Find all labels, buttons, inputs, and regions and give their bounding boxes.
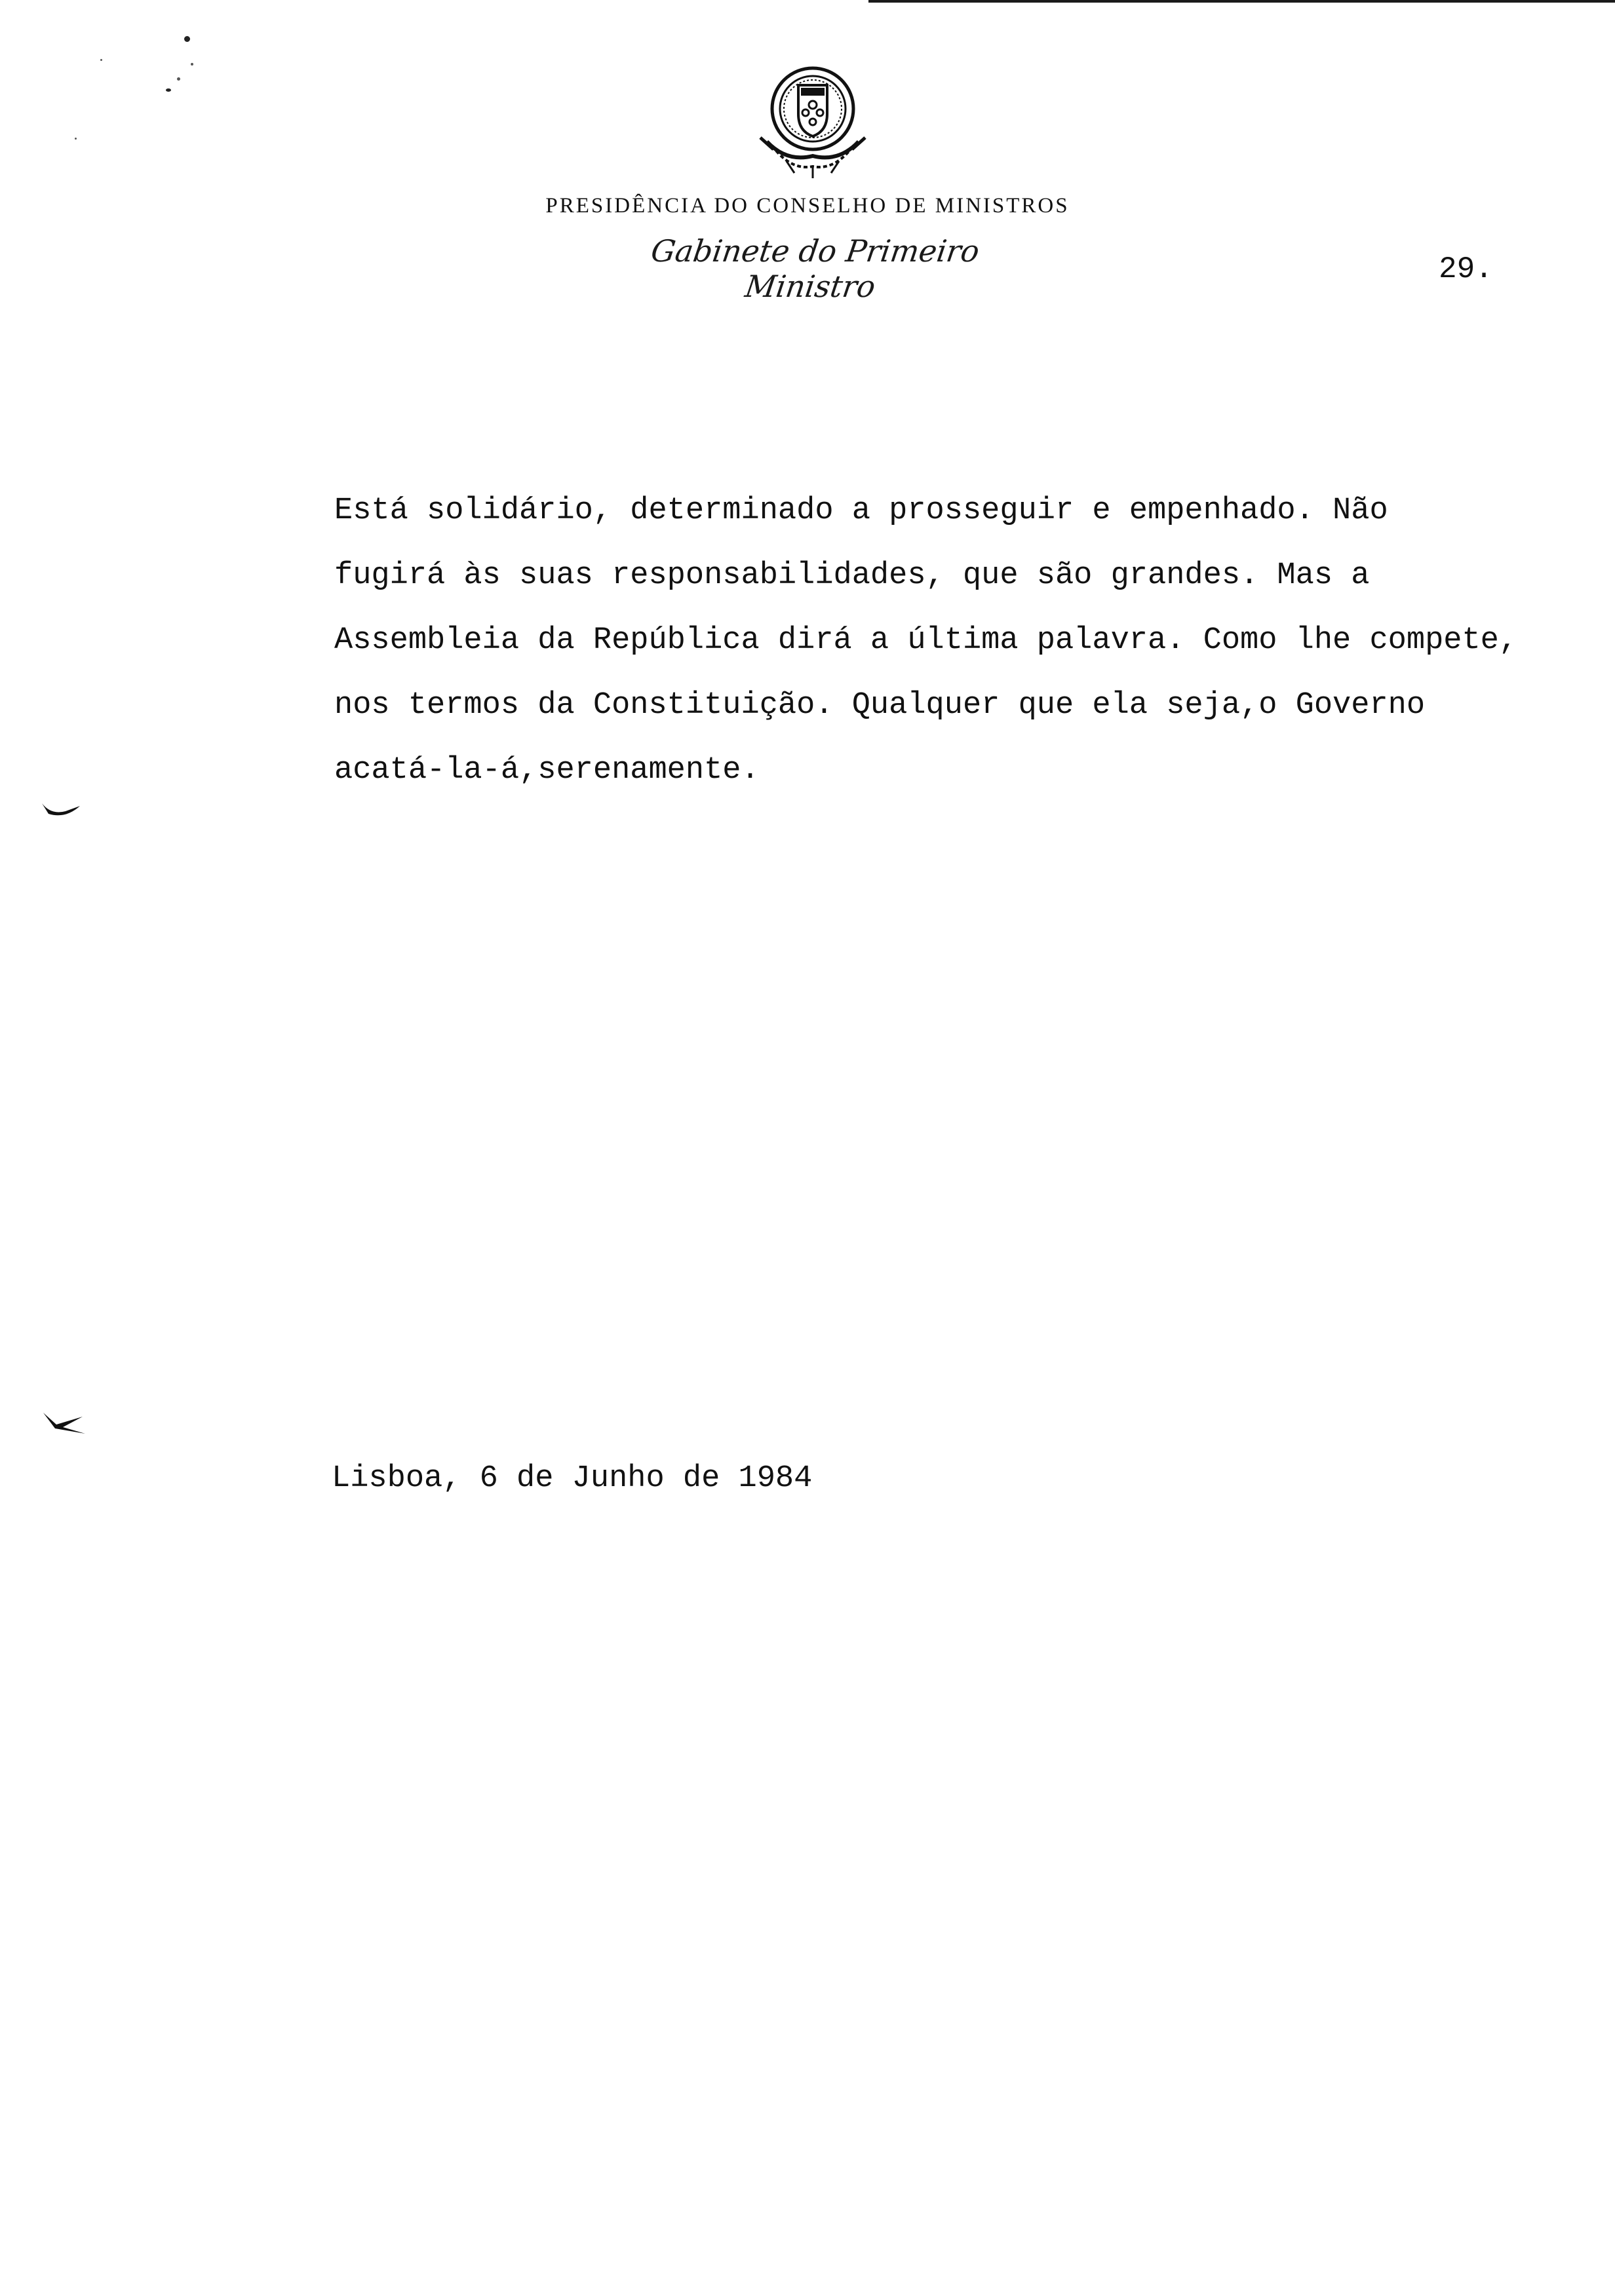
scan-speck — [75, 138, 77, 140]
organization-name: PRESIDÊNCIA DO CONSELHO DE MINISTROS — [545, 194, 1070, 218]
scan-speck — [184, 36, 190, 42]
top-edge-rule — [868, 0, 1615, 3]
body-line: acatá-la-á,serenamente. — [334, 753, 760, 788]
body-line: fugirá às suas responsabilidades, que são grandes. Mas a — [334, 558, 1370, 593]
scan-speck — [191, 63, 193, 66]
scan-speck — [166, 88, 171, 92]
body-line: Assembleia da República dirá a última palavra. Como lhe compete, — [334, 623, 1518, 658]
office-name-script: Gabinete do Primeiro Ministro — [648, 233, 982, 304]
binding-hole-mark — [39, 799, 85, 826]
body-paragraph — [334, 478, 1612, 803]
body-line: Está solidário, determinado a prosseguir e empenhado. Não — [334, 493, 1388, 528]
page-number: 29. — [1439, 252, 1493, 286]
body-line: nos termos da Constituição. Qualquer que ela seja,o Governo — [334, 688, 1426, 723]
coat-of-arms-seal — [747, 58, 878, 182]
binding-hole-mark — [39, 1409, 92, 1439]
date-line: Lisboa, 6 de Junho de 1984 — [332, 1461, 813, 1496]
scan-speck — [100, 59, 102, 61]
scan-speck — [177, 77, 180, 81]
